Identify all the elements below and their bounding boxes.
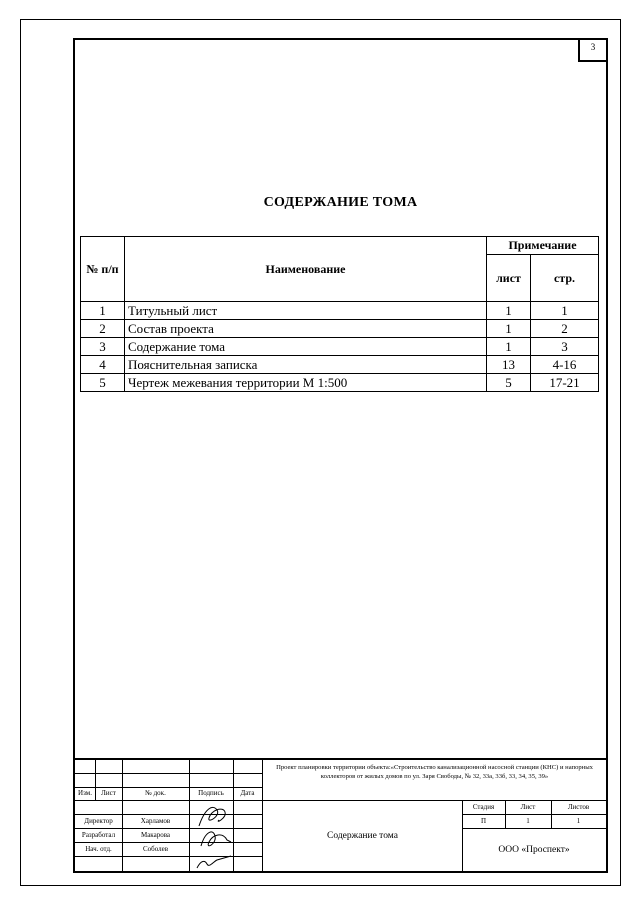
drawing-frame	[73, 38, 608, 873]
header-note: Примечание	[487, 237, 599, 255]
row-page: 3	[531, 338, 599, 356]
name-head: Соболев	[142, 845, 169, 853]
title-block	[75, 758, 606, 873]
row-sheet: 1	[487, 302, 531, 320]
row-num: 4	[81, 356, 125, 374]
contents-table	[80, 236, 599, 392]
label-sheet: Лист	[520, 803, 536, 811]
header-num: № п/п	[81, 237, 125, 302]
row-name: Чертеж межевания территории М 1:500	[125, 374, 487, 392]
row-name: Титульный лист	[125, 302, 487, 320]
label-list: Лист	[101, 789, 116, 797]
name-director: Харламов	[140, 817, 171, 825]
signature-icon	[191, 802, 233, 872]
label-sign: Подпись	[198, 789, 224, 797]
row-sheet: 1	[487, 320, 531, 338]
sheet-value: 1	[526, 817, 530, 825]
table-row	[81, 302, 599, 320]
organization: ООО «Проспект»	[498, 845, 570, 855]
label-stage: Стадия	[472, 803, 495, 811]
stage-value: П	[480, 817, 487, 825]
table-row	[81, 374, 599, 392]
row-name: Пояснительная записка	[125, 356, 487, 374]
header-name: Наименование	[125, 237, 487, 302]
row-page: 4-16	[531, 356, 599, 374]
label-date: Дата	[240, 789, 255, 797]
project-description: Проект планировки территории объекта:«Строительство канализационной насосной станции (КНС) и напорных коллекторов от жилых домов по ул. Заря Свободы, № 32, 33а, 33б, 33, 34, 35, 39»	[276, 764, 593, 780]
header-page: стр.	[531, 255, 599, 302]
row-sheet: 13	[487, 356, 531, 374]
row-name: Содержание тома	[125, 338, 487, 356]
row-num: 5	[81, 374, 125, 392]
row-name: Состав проекта	[125, 320, 487, 338]
row-sheet: 1	[487, 338, 531, 356]
row-sheet: 5	[487, 374, 531, 392]
table-row	[81, 356, 599, 374]
header-sheet: лист	[487, 255, 531, 302]
sheet-number: 3	[590, 42, 596, 52]
role-head: Нач. отд.	[85, 845, 112, 853]
sheet-number-box	[578, 38, 608, 62]
table-row	[81, 338, 599, 356]
row-num: 1	[81, 302, 125, 320]
label-doc: № док.	[145, 789, 166, 797]
label-sheets: Листов	[567, 803, 590, 811]
sheets-value: 1	[576, 817, 581, 825]
row-page: 1	[531, 302, 599, 320]
table-row	[81, 320, 599, 338]
row-page: 17-21	[531, 374, 599, 392]
label-izm: Изм.	[78, 789, 92, 797]
document-title: Содержание тома	[327, 831, 398, 841]
page-title: СОДЕРЖАНИЕ ТОМА	[263, 195, 418, 210]
row-page: 2	[531, 320, 599, 338]
role-developer: Разработал	[81, 831, 116, 839]
row-num: 2	[81, 320, 125, 338]
row-num: 3	[81, 338, 125, 356]
name-developer: Макарова	[140, 831, 171, 839]
role-director: Директор	[84, 817, 113, 825]
